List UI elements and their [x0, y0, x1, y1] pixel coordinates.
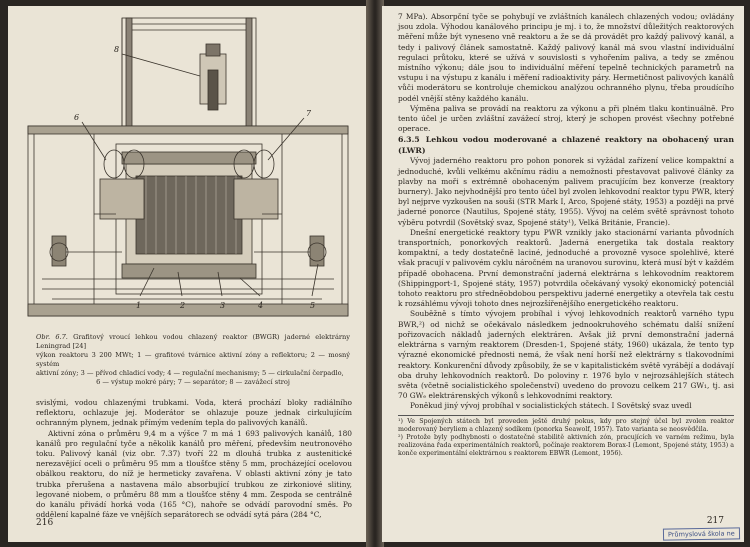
paragraph: Souběžně s tímto vývojem probíhal i vývoj lehkovodních reaktorů varného typu BWR,²) od nichž se očekávalo následkem jednookruhového schématu další snížení pořizovacích nákladů jaderných elektráren. Avšak již první demonstrační jaderná elektrárna s varným reaktorem (Dresden-1, Spojené státy, 1960) ukázala, že tento typ výrazné ekonomické přednosti nemá, že však není horší než elektrárny s tlakovodními reaktory. Konkurenční důvody způsobily, že se v kapitalistickém světě vyrábějí a dodávají oba druhy lehkovodních reaktorů. Do poloviny r. 1976 bylo v nejrozsáhlejších státech světa (včetně socialistického společenství) uvedeno do provozu celkem 217 GW₁, tj. asi 70 GWₑ elektrárenských výkonů s lehkovodními reaktory. [398, 309, 734, 401]
paragraph: Poněkud jiný vývoj probíhal v socialistických státech. I Sovětský svaz uvedl [410, 401, 692, 411]
callout-5: 5 [310, 301, 316, 310]
paragraph: Dnešní energetické reaktory typu PWR vznikly jako stacionární varianta původních transportních, ponorkových reaktorů. Jaderná energetika tak dostala reaktory kompaktní, a tedy dostatečně laciné, jednoduché a provozně vysoce spolehlivé, které však pracují v palivovém cyklu náročném na uranovou surovinu, která musí být v každém případě obohacena. První demonstrační jaderná elektrárna s lehkovodním reaktorem (Shippingport-1, Spojené státy, 1957) potvrdila očekávaný vysoký ekonomický potenciál tohoto reaktoru pro středněobdobou perspektivu jaderné energetiky a otevřela tak cestu k rozsáhlému vývoji tohoto dnes nejrozšířenějšího energetického reaktoru. [398, 227, 734, 309]
callout-4: 4 [258, 301, 264, 310]
figure-title: Grafitový vroucí lehkou vodou chlazený reaktor (BWGR) jaderné elektrárny Leningrad [24] [36, 333, 350, 350]
callout-8: 8 [114, 45, 120, 54]
paragraph: Výměna paliva se provádí na reaktoru za výkonu a při plném tlaku kontinuálně. Pro tento účel je určen zvláštní zavážecí stroj, který je schopen provést všechny potřebné operace. [398, 103, 734, 134]
right-body-text [398, 12, 734, 459]
callout-1: 1 [136, 301, 142, 310]
callout-7: 7 [306, 109, 312, 118]
callout-6: 6 [74, 113, 80, 122]
figure-label: Obr. 6.7. [36, 333, 68, 341]
section-title: Lehkou vodou moderované a chlazené reaktory na obohacený uran (LWR) [398, 135, 734, 156]
reactor-figure [22, 14, 354, 332]
section-number: 6.3.5 [398, 135, 420, 145]
reactor-cross-section-drawing [22, 14, 354, 332]
section-heading [398, 134, 734, 156]
paragraph: 7 MPa). Absorpční tyče se pohybují ve zvláštních kanálech chlazených vodou; ovládány jsou zdola. Výhodou kanálového principu je mj. i to, že množství důležitých reaktorových měření může být vyneseno vně reaktoru a že se dá provádět pro každý palivový kanál, a tedy i palivový článek samostatně. Každý palivový kanál má svou vlastní individuální regulaci průtoku, které se užívá v souvislosti s vyhořením paliva, a tedy se změnou místního výkonu; dále jsou to individuální měření tepelně technických parametrů na vstupu i na výstupu z kanálu i měření radioaktivity páry. Hermetičnost palivových kanálů vůči moderátoru se kontroluje chemickou analýzou ochranného plynu, třeba proudícího podél vnější stěny každého kanálu. [398, 12, 734, 103]
caption-line: 6 — výstup mokré páry; 7 — separátor; 8 — zavážecí stroj [96, 377, 290, 386]
callout-2: 2 [180, 301, 186, 310]
footnotes [398, 415, 734, 459]
footnote: ²) Protože byly podhybnosti o dostatečné stabilitě aktivních zón, pracujících ve varném režimu, byla realizována řada experimentálních reaktorů, počínaje reaktorem Borax-I (Lemont, Spojené státy, 1953) a konče experimentální elektrárnou s reaktorem EBWR (Lemont, 1956). [398, 433, 734, 458]
paragraph: svislými, vodou chlazenými trubkami. Voda, která prochází bloky radiálního reflektoru, ochlazuje jej. Moderátor se ohlazuje pouze jednak cirkulujícím ochranným plynem, jednak přímým vedením tepla do palivových kanálů. [36, 398, 352, 428]
left-body-text [36, 398, 352, 520]
page-number: 216 [36, 518, 54, 528]
page-number: 217 [706, 516, 724, 526]
paragraph: Aktivní zóna o průměru 9,4 m a výšce 7 m má 1 693 palivových kanálů, 180 kanálů pro regulační tyče a několik kanálů pro měření, především neutronového toku. Palivový kanál (viz obr. 7.37) tvoří 22 m dlouhá trubka z austenitické nerezavějící oceli o průměru 95 mm a tloušťce stěny 5 mm, procházející ocelovou obálkou reaktoru, do níž je hermeticky zavařena. V oblasti aktivní zóny je tato trubka přerušena a nastavena málo absorbující trubkou ze zirkoniové slitiny, legované niobem, o průměru 88 mm a tloušťce stěny 4 mm. Zespoda se centrálně do kanálu přivádí horká voda (165 °C), nahoře se odvádí parovodní směs. Po oddělení kapalné fáze ve vnějších separátorech se odvádí sytá pára (284 °C, [36, 428, 352, 520]
footnote: ¹) Ve Spojených státech byl proveden ještě druhý pokus, kdy pro stejný účel byl zvolen reaktor moderovaný beryliem a chlazený sodíkem (ponorka Seawolf, 1957). Tato varianta se neosvědčila. [398, 417, 734, 433]
caption-line: výkon reaktoru 3 200 MWt; 1 — grafitové tvárnice aktivní zóny a reflektoru; 2 — mosný systém [36, 350, 350, 368]
paragraph: Vývoj jaderného reaktoru pro pohon ponorek si vyžádal zařízení velice kompaktní a jednoduché, kvůli velkému akčnímu rádiu a nemožnosti přestavovat palivové články za plavby na moři s extrémně obohaceným palivem pracujícím bez konverze (reaktory burnery). Jako nejvhodnější pro tento účel byl zvolen lehkovodní reaktor typu PWR, který byl nejprve vyzkoušen na souši (STR Mark I, Arco, Spojené státy, 1953) a později na prvé jaderné ponorce (Nautilus, Spojené státy, 1955). Vývoj na celém světě správnost tohoto výběru potvrdil (Sovětský svaz, Spojené státy¹), Velká Británie, Francie). [398, 156, 734, 227]
right-page [382, 6, 744, 542]
library-stamp: Průmyslová škola ne [663, 527, 740, 540]
callout-3: 3 [220, 301, 226, 310]
caption-line: aktivní zóny; 3 — přívod chladicí vody; 4 — regulační mechanismy; 5 — cirkulační čerpadlo, [36, 368, 344, 377]
left-page [8, 6, 368, 542]
figure-caption [36, 333, 350, 386]
